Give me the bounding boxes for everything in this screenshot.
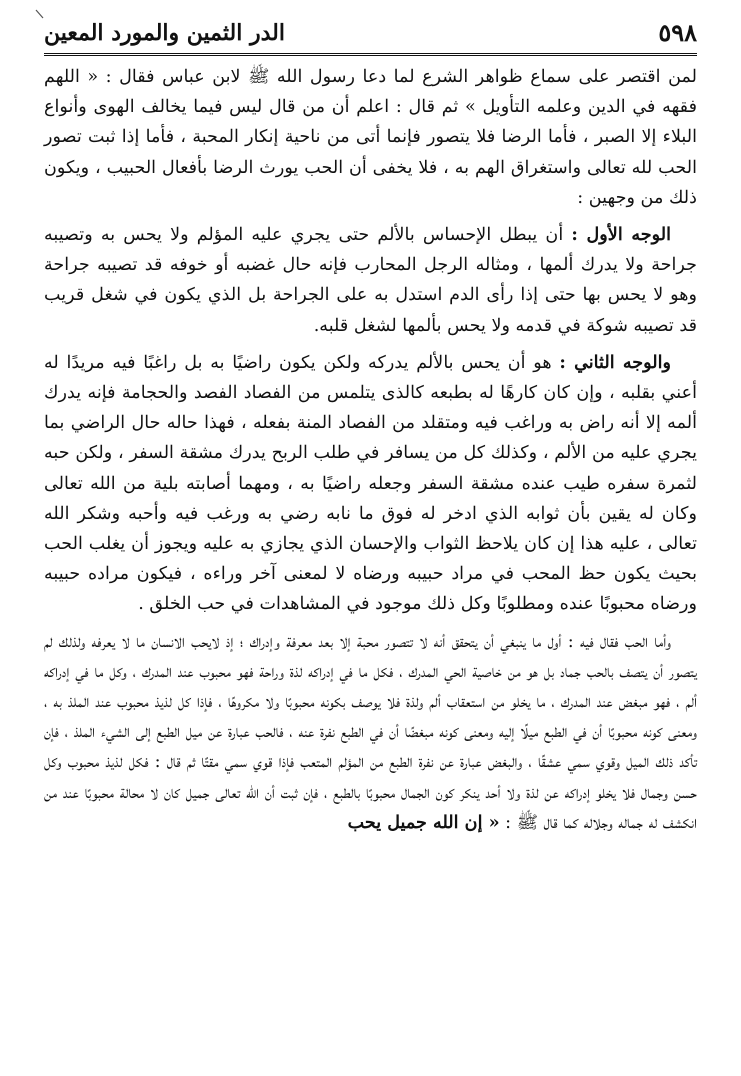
header-rule — [44, 53, 697, 56]
paragraph-first-aspect — [44, 220, 697, 341]
hadith-quote: « إن الله جميل يحب — [347, 811, 500, 833]
love-text: فقال فيه : أول ما ينبغي أن يتحقق أنه لا تتصور محبة إلا بعد معرفة وإدراك ؛ إذ لايحب الانسان ما لا يعرفه ولذلك لم يتصور أن يتصف بالحب جماد بل هو من خاصية الحي المدرك ، فكل ما في إدراكه لذة وراحة فهو محبوب عند المدرك ، وكل ما في إدراكه ألم ، فهو مبغض عند المدرك ، ما يخلو من استعقاب ألم ولذة فلا يوصف بكونه محبوبًا ولا مكروهًا ، فإذا كل لذيذ محبوب عند الملذ به ، ومعنى كونه محبوبًا أن في الطبع ميلًا إليه ومعنى كونه مبغضًا أن في الطبع نفرة عنه ، فالحب عبارة عن ميل الطبع إلى الشيء الملذ ، فإن تأكد ذلك الميل وقوي سمي عشقًا ، والبغض عبارة عن نفرة الطبع من المؤلم المتعب فإذا قوي سمي مقتًا ثم قال : فكل لذيذ محبوب وكل حسن وجمال فلا يخلو إدراكه عن لذة ولا أحد ينكر كون الجمال محبوبًا بالطبع ، فإن ثبت أن الله تعالى جميل كان لا محالة محبوبًا عند من انكشف له جماله وجلاله كما قال ﷺ : — [44, 631, 697, 833]
book-title: الدر الثمين والمورد المعين — [44, 20, 286, 46]
second-aspect-text: هو أن يحس بالألم يدركه ولكن يكون راضيًا به بل راغبًا فيه مريدًا له أعني بقلبه ، وإن كان كارهًا له بطبعه كالذى يتلمس من الفصاد الفصد والحجامة فإنه يدرك ألمه إلا أنه راض به وراغب فيه ومتقلد من الفصاد المنة بفعله ، فهذا حاله حال الراضي بما يجري عليه من الألم ، وكذلك كل من يسافر في طلب الربح يدرك مشقة السفر ، ولكن حبه لثمرة سفره طيب عنده مشقة السفر وجعله راضيًا به ، ومهما أصابته بلية من الله تعالى وكان له يقين بأن ثوابه الذي ادخر له فوق ما نابه رضي به ورغب فيه وأحبه وشكر الله تعالى ، عليه هذا إن كان يلاحظ الثواب والإحسان الذي يجازي به عليه ويجوز أن يغلب الحب بحيث يكون حظ المحب في مراد حبيبه ورضاه لا لمعنى آخر وراءه ، فيكون مراده حبيبه ورضاه محبوبًا عنده ومطلوبًا وكل ذلك موجود في المشاهدات في حب الخلق . — [44, 352, 697, 615]
second-aspect-heading: والوجه الثاني : — [559, 351, 671, 373]
paragraph-second-aspect — [44, 348, 697, 620]
love-heading: وأما الحب — [624, 631, 671, 652]
page-header — [44, 12, 697, 56]
paragraph-intro: لمن اقتصر على سماع ظواهر الشرع لما دعا رسول الله ﷺ لابن عباس فقال : « اللهم فقهه في الدين وعلمه التأويل » ثم قال : اعلم أن من قال ليس فيما يخالف الهوى وأنواع البلاء إلا الصبر ، فأما الرضا فلا يتصور فإنما أتى من ناحية إنكار المحبة ، فأما إذا ثبت تصور الحب لله تعالى واستغراق الهم به ، فلا يخفى أن الحب يورث الرضا بأفعال الحبيب ، ويكون ذلك من وجهين : — [44, 67, 697, 208]
first-aspect-heading: الوجه الأول : — [571, 224, 672, 246]
page-number: ٥٩٨ — [658, 18, 697, 47]
first-aspect-text: أن يبطل الإحساس بالألم حتى يجري عليه المؤلم ولا يحس به وتصيبه جراحة ولا يدرك ألمها ، ومثاله الرجل المحارب فإنه حال غضبه أو خوفه قد تصيبه جراحة وهو لا يحس بها حتى إذا رأى الدم استدل به على الجراحة بل الذي يكون في شغل قريب قد تصيبه شوكة في قدمه ولا يحس بألمها لشغل قلبه. — [44, 225, 697, 336]
page-body — [44, 62, 697, 845]
paragraph-love — [44, 627, 697, 838]
